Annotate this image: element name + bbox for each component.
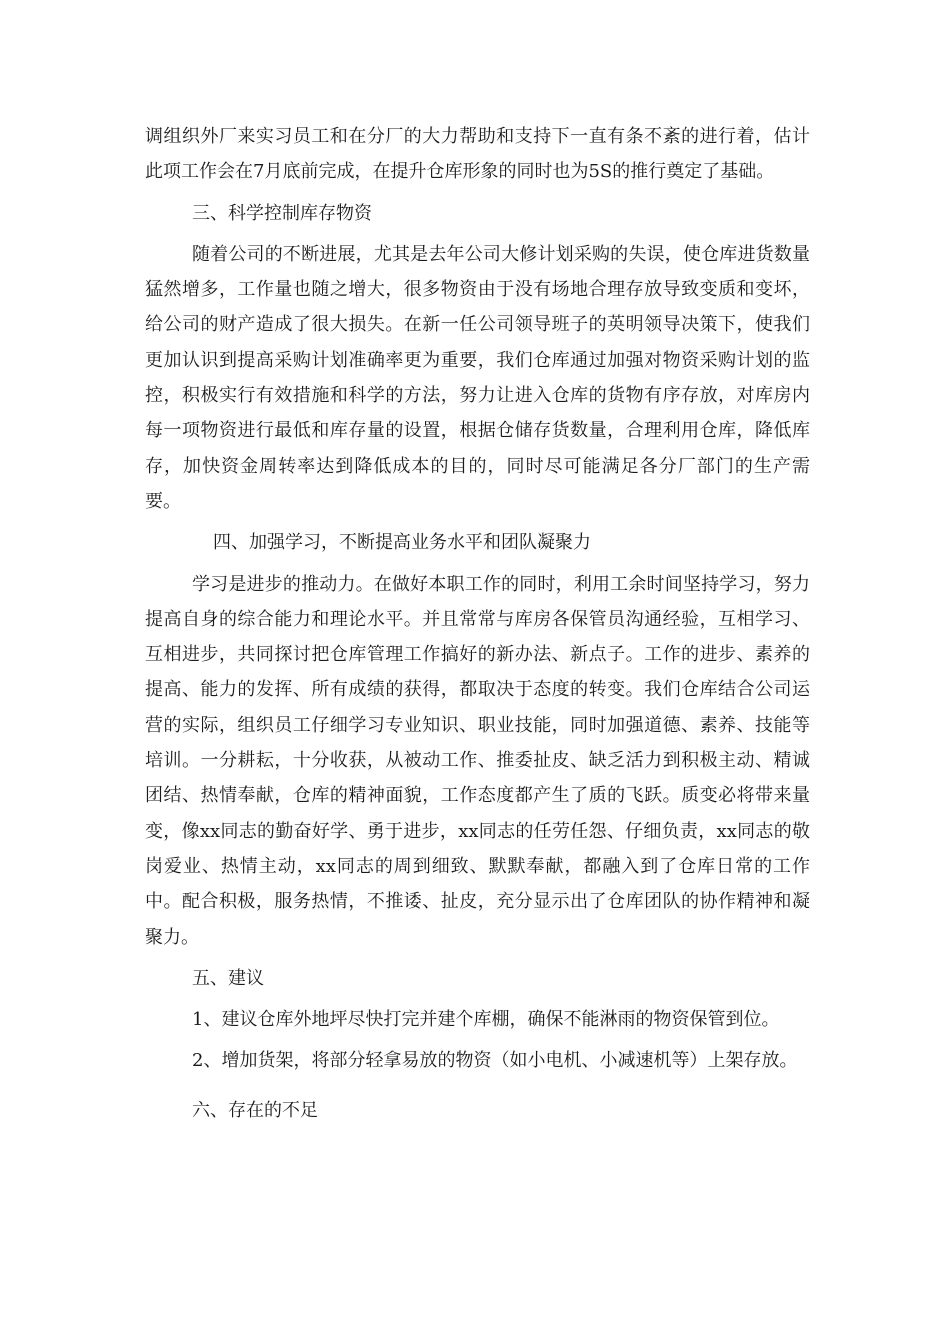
section-heading-5: 五、建议 <box>192 967 264 989</box>
paragraph-continuation: 调组织外厂来实习员工和在分厂的大力帮助和支持下一直有条不紊的进行着，估计此项工作会在7月底前完成，在提升仓库形象的同时也为5S的推行奠定了基础。 <box>145 126 810 183</box>
suggestion-item-1: 1、建议仓库外地坪尽快打完并建个库棚，确保不能淋雨的物资保管到位。 <box>192 1009 780 1031</box>
section-heading-3: 三、科学控制库存物资 <box>192 202 372 224</box>
suggestion-item-2: 2、增加货架，将部分轻拿易放的物资（如小电机、小减速机等）上架存放。 <box>192 1050 798 1072</box>
section-heading-6: 六、存在的不足 <box>192 1099 318 1121</box>
paragraph-inventory-control: 随着公司的不断进展，尤其是去年公司大修计划采购的失误，使仓库进货数量猛然增多，工作量也随之增大，很多物资由于没有场地合理存放导致变质和变坏，给公司的财产造成了很大损失。在新一任公司领导班子的英明领导决策下，使我们更加认识到提高采购计划准确率更为重要，我们仓库通过加强对物资采购计划的监控，积极实行有效措施和科学的方法，努力让进入仓库的货物有序存放，对库房内每一项物资进行最低和库存量的设置，根据仓储存货数量，合理利用仓库，降低库存，加快资金周转率达到降低成本的目的，同时尽可能满足各分厂部门的生产需要。 <box>145 243 810 512</box>
document-body <box>145 119 810 1128</box>
paragraph-learning: 学习是进步的推动力。在做好本职工作的同时，利用工余时间坚持学习，努力提高自身的综合能力和理论水平。并且常常与库房各保管员沟通经验，互相学习、互相进步，共同探讨把仓库管理工作搞好的新办法、新点子。工作的进步、素养的提高、能力的发挥、所有成绩的获得，都取决于态度的转变。我们仓库结合公司运营的实际，组织员工仔细学习专业知识、职业技能，同时加强道德、素养、技能等培训。一分耕耘，十分收获，从被动工作、推委扯皮、缺乏活力到积极主动、精诚团结、热情奉献，仓库的精神面貌，工作态度都产生了质的飞跃。质变必将带来量变，像xx同志的勤奋好学、勇于进步，xx同志的任劳任怨、仔细负责，xx同志的敬岗爱业、热情主动，xx同志的周到细致、默默奉献，都融入到了仓库日常的工作中。配合积极，服务热情，不推诿、扯皮，充分显示出了仓库团队的协作精神和凝聚力。 <box>145 573 810 948</box>
section-heading-4: 四、加强学习，不断提高业务水平和团队凝聚力 <box>213 532 591 554</box>
